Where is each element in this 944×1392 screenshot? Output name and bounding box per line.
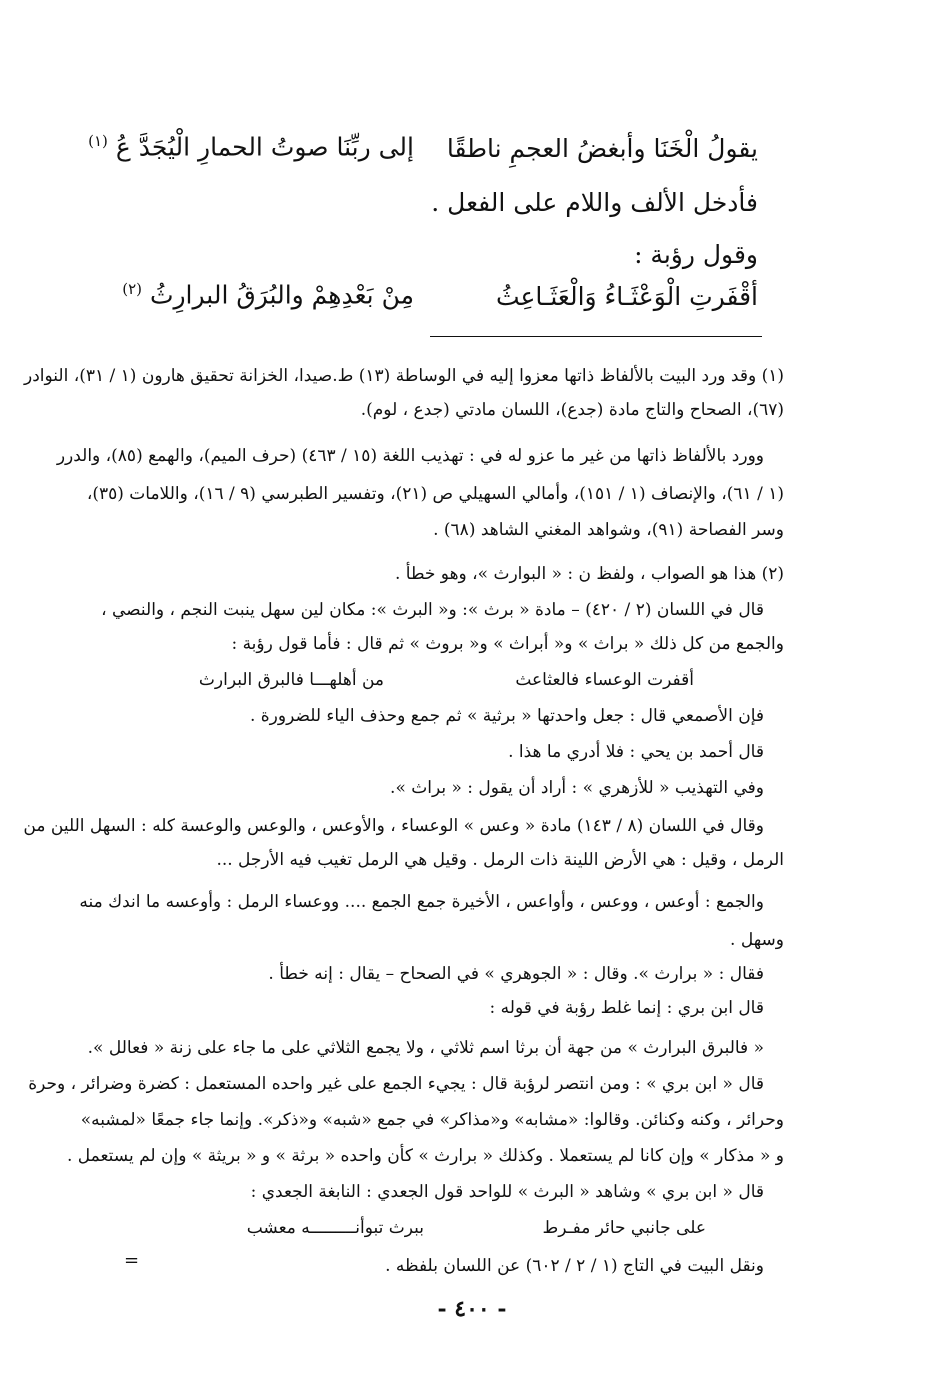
- verse1-second-hemistich: [88, 132, 414, 162]
- footnote-ref-1: (١): [88, 132, 108, 150]
- verse2-first-hemistich: أقْفَرتِ الْوَعْثَـاءُ وَالْعَثَـاعِثُ: [495, 282, 758, 311]
- verse2-second-hemistich: [122, 280, 414, 310]
- footnote-2-line: (٢) هذا هو الصواب ، ولفظ ن : « البوارث »، وهو خطأ .: [394, 564, 784, 584]
- footnote-2-line: وسهل .: [730, 930, 784, 950]
- footnote-1-line: (١) وقد ورد البيت بالألفاظ ذاتها معزوا إليه في الوساطة (١٣) ط.صيدا، الخزانة تحقيق هارون (١ / ٣١)، النوادر: [24, 366, 784, 386]
- footnote-2-line: الرمل ، وقيل : هي الأرض اللينة ذات الرمل . وقيل هي الرمل تغيب فيه الأرجل ...: [216, 850, 784, 870]
- footnote-2-line: « فالبرق البرارث » من جهة أن برثا اسم ثلاثي ، ولا يجمع الثلاثي على ما جاء على زنة « فعالل ».: [87, 1038, 764, 1058]
- continuation-mark: =: [124, 1250, 140, 1271]
- verse1-first-hemistich: يقولُ الْخَنَا وأبغضُ العجمِ ناطقًا: [446, 134, 758, 163]
- footnote-ref-2: (٢): [122, 280, 142, 298]
- footnote-verse2-second-hemistich: ببرث تبوأنـــــــــه معشب: [246, 1218, 424, 1238]
- footnote-verse-first-hemistich: أقفرت الوعساء فالعثاعث: [515, 670, 694, 690]
- footnote-separator: [430, 336, 762, 337]
- footnote-2-line: فإن الأصمعي قال : جعل واحدتها « برثية » ثم جمع وحذف الياء للضرورة .: [249, 706, 764, 726]
- footnote-2-line: ونقل البيت في التاج (١ / ٢ / ٦٠٢) عن اللسان بلفظه .: [385, 1256, 764, 1276]
- footnote-1-line: (١ / ٦١)، والإنصاف (١ / ١٥١)، وأمالي السهيلي ص (٢١)، وتفسير الطبرسي (٩ / ١٦)، واللامات (٣٥)،: [86, 484, 784, 504]
- footnote-1-line: وسر الفصاحة (٩١)، وشواهد المغني الشاهد (٦٨) .: [433, 520, 784, 540]
- verse1-second-hemistich-text: إلى ربِّنَا صوتُ الحمارِ الْيُجَدَّ عُ: [115, 132, 414, 162]
- footnote-2-line: والجمع من كل ذلك « براث » و« أبراث » و« بروث » ثم قال : فأما قول رؤبة :: [231, 634, 784, 654]
- page-number: - ٤٠٠ -: [437, 1296, 507, 1322]
- main-text-line: وقول رؤبة :: [634, 240, 758, 269]
- footnote-2-line: قال ابن بري : إنما غلط رؤبة في قوله :: [489, 998, 764, 1018]
- verse2-second-hemistich-text: مِنْ بَعْدِهِمْ والبُرَقُ البرارِثُ: [149, 280, 414, 310]
- main-text-line: فأدخل الألف واللام على الفعل .: [431, 188, 758, 217]
- footnote-2-line: قال « ابن بري » : ومن انتصر لرؤبة قال : يجيء الجمع على غير واحده المستعمل : كضرة وضرائر ، وحرة: [28, 1074, 764, 1094]
- footnote-2-line: قال أحمد بن يحي : فلا أدري ما هذا .: [508, 742, 764, 762]
- footnote-2-line: وحرائر ، وكنه وكنائن. وقالوا: «مشابه» و«مذاكر» في جمع «شبه» و«ذكر». وإنما جاء جمعًا «لمشبه»: [80, 1110, 784, 1130]
- footnote-2-line: و « مذكار » وإن كانا لم يستعملا . وكذلك « برارث » كأن واحده « برثة » و « بريثة » وإن لم يستعمل .: [66, 1146, 784, 1166]
- footnote-1-line: وورد بالألفاظ ذاتها من غير ما عزو له في : تهذيب اللغة (١٥ / ٤٦٣) (حرف الميم)، والهمع (٨٥)، والدرر: [56, 446, 764, 466]
- footnote-1-line: (٦٧)، الصحاح والتاج مادة (جدع)، اللسان مادتي (جدع ، لوم).: [360, 400, 784, 420]
- footnote-2-line: قال « ابن بري » وشاهد « البرث » للواحد قول الجعدي : النابغة الجعدي :: [250, 1182, 764, 1202]
- footnote-2-line: قال في اللسان (٢ / ٤٢٠) – مادة « برث »: و« البرث »: مكان لين سهل ينبت النجم ، والنصي ،: [101, 600, 764, 620]
- footnote-2-line: فقال : « برارث ». وقال : « الجوهري » في الصحاح – يقال : إنه خطأ .: [268, 964, 764, 984]
- footnote-2-line: وفي التهذيب « للأزهري » : أراد أن يقول : « براث ».: [390, 778, 764, 798]
- footnote-2-line: والجمع : أوعس ، ووعس ، وأواعس ، الأخيرة جمع الجمع .... ووعساء الرمل : وأوعسه ما اندك منه: [79, 892, 764, 912]
- footnote-2-line: وقال في اللسان (٨ / ١٤٣) مادة « وعس » الوعساء ، والأوعس ، والوعس والوعسة كله : السهل اللين من: [23, 816, 764, 836]
- footnote-verse-second-hemistich: من أهلهـــا فالبرق البرارث: [198, 670, 384, 690]
- footnote-verse2-first-hemistich: على جانبي حائر مفـرط: [542, 1218, 706, 1238]
